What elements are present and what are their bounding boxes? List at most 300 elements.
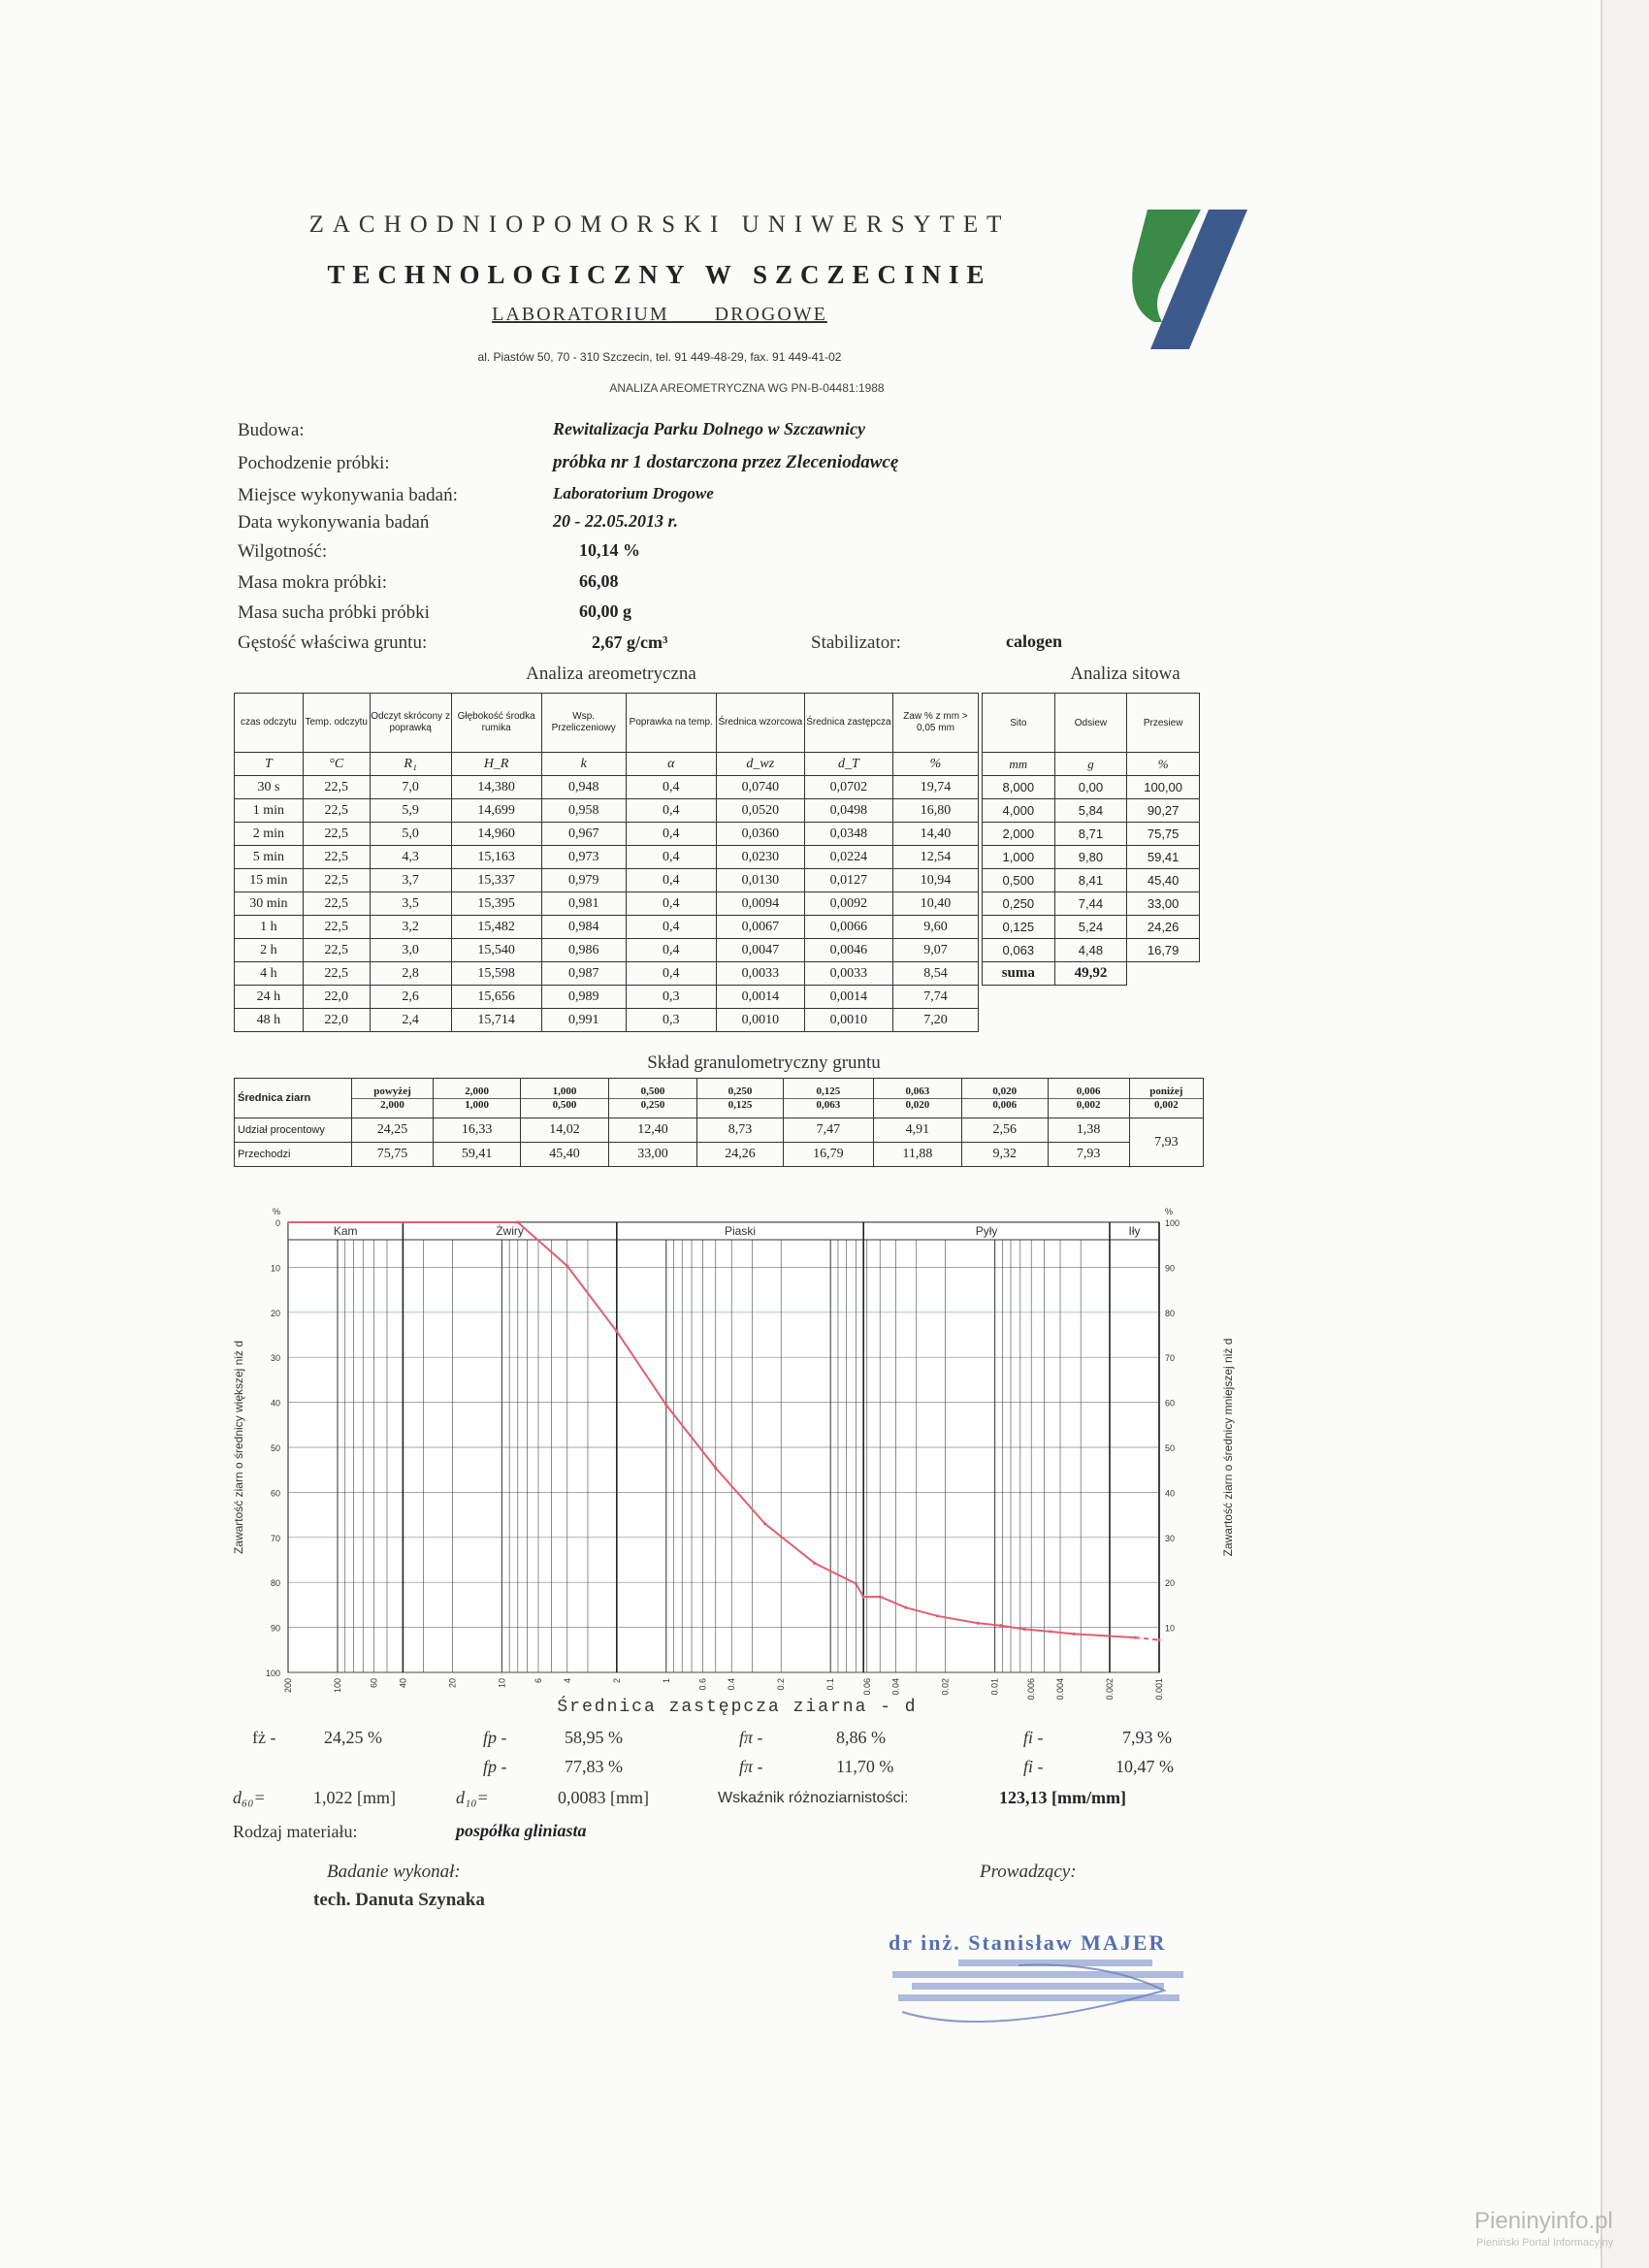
granulometry-share-cell: 2,56 xyxy=(961,1118,1048,1143)
areometric-cell: 0,0047 xyxy=(716,939,804,962)
sieve-cell: 4,000 xyxy=(983,799,1055,823)
executed-by-label: Badanie wykonał: xyxy=(327,1862,461,1882)
areometric-cell: 0,0230 xyxy=(716,846,804,869)
areometric-unit-cell: °C xyxy=(303,753,370,776)
areometric-header-cell: Średnica wzorcowa xyxy=(716,694,804,753)
areometric-cell: 0,4 xyxy=(626,823,716,846)
areometric-cell: 0,0348 xyxy=(804,823,892,846)
areometric-cell: 0,4 xyxy=(626,939,716,962)
wilgotnosc-label: Wilgotność: xyxy=(238,541,328,562)
y-axis-label-right: Zawartość ziarn o średnicy mniejszej niż d xyxy=(1221,1338,1235,1557)
granulometry-share-cell: 7,47 xyxy=(783,1118,873,1143)
areometric-unit-cell: % xyxy=(892,753,978,776)
fi2-value: 10,47 % xyxy=(1116,1757,1174,1776)
range-lower: 0,063 xyxy=(784,1098,873,1112)
sieve-sum-empty xyxy=(1127,962,1200,986)
d10-label: d₁₀= xyxy=(456,1788,489,1807)
areometric-cell: 0,987 xyxy=(541,962,626,986)
stabilizator-value: calogen xyxy=(1006,632,1062,651)
areometric-cell: 15,714 xyxy=(451,1009,541,1032)
zone-label: Piaski xyxy=(724,1224,757,1238)
x-tick-label: 0.01 xyxy=(989,1678,1000,1696)
pochodzenie-value: próbka nr 1 dostarczona przez Zleceniodawcę xyxy=(553,452,899,472)
areometric-cell: 15,540 xyxy=(451,939,541,962)
sieve-row xyxy=(983,869,1200,892)
executed-by-name: tech. Danuta Szynaka xyxy=(313,1890,485,1910)
sieve-row xyxy=(983,916,1200,939)
areometric-cell: 1 h xyxy=(235,916,304,939)
data-point xyxy=(904,1606,907,1609)
data-point xyxy=(1073,1633,1076,1636)
sieve-cell: 7,44 xyxy=(1054,892,1127,916)
sieve-sum-label: suma xyxy=(983,962,1055,986)
granulometry-range-cell xyxy=(696,1079,783,1118)
areometric-cell: 16,80 xyxy=(892,799,978,823)
sieve-cell: 75,75 xyxy=(1127,823,1200,846)
range-lower: 0,250 xyxy=(609,1098,696,1112)
data-point xyxy=(1049,1630,1051,1633)
sieve-table xyxy=(982,693,1200,986)
stabilizator-label: Stabilizator: xyxy=(811,632,901,653)
left-tick-label: 10 xyxy=(270,1263,280,1274)
right-tick-label: 70 xyxy=(1165,1353,1176,1364)
left-tick-label: 30 xyxy=(270,1353,280,1364)
right-tick-label: 20 xyxy=(1165,1578,1176,1589)
fp1-value: 58,95 % xyxy=(565,1728,623,1747)
areometric-cell: 0,4 xyxy=(626,916,716,939)
fpi1-label: fπ - xyxy=(739,1728,763,1747)
range-lower: 0,006 xyxy=(962,1098,1048,1112)
range-upper: powyżej xyxy=(373,1085,411,1097)
fp1-label: fp - xyxy=(483,1728,507,1747)
data-point xyxy=(1023,1628,1026,1631)
x-tick-label: 0.6 xyxy=(697,1678,708,1691)
sieve-cell: 59,41 xyxy=(1127,846,1200,869)
areometric-cell: 3,7 xyxy=(370,869,451,892)
sieve-cell: 5,84 xyxy=(1054,799,1127,823)
areometric-cell: 22,5 xyxy=(303,869,370,892)
data-point xyxy=(879,1595,882,1598)
range-upper: 1,000 xyxy=(552,1085,577,1097)
areometric-cell: 22,0 xyxy=(303,986,370,1009)
left-tick-label: 70 xyxy=(270,1533,280,1543)
granulometry-pass-cell: 16,79 xyxy=(783,1143,873,1167)
granulometry-share-cell: 14,02 xyxy=(521,1118,609,1143)
zone-label: Żwiry xyxy=(496,1224,524,1238)
areometric-unit-cell: T xyxy=(235,753,304,776)
range-lower: 0,125 xyxy=(697,1098,783,1112)
areometric-cell: 0,3 xyxy=(626,986,716,1009)
areometric-cell: 14,380 xyxy=(451,776,541,799)
masa-sucha-value: 60,00 g xyxy=(579,601,631,621)
data-point xyxy=(936,1614,939,1617)
range-upper: 0,020 xyxy=(992,1085,1018,1097)
sieve-header-row xyxy=(983,694,1200,753)
masa-mokra-label: Masa mokra próbki: xyxy=(238,572,388,593)
granulometry-row-label: Średnica ziarn xyxy=(235,1079,352,1118)
areometric-cell: 7,74 xyxy=(892,986,978,1009)
gestosc-value: 2,67 g/cm³ xyxy=(592,632,668,652)
zone-label: Kam xyxy=(333,1224,358,1238)
areometric-row xyxy=(235,799,979,823)
areometric-cell: 0,0010 xyxy=(804,1009,892,1032)
granulometry-range-row xyxy=(235,1079,1204,1118)
granulometry-range-cell xyxy=(1129,1079,1203,1118)
fi1-label: fi - xyxy=(1023,1728,1044,1747)
x-tick-label: 60 xyxy=(369,1678,379,1689)
left-tick-label: 50 xyxy=(270,1443,280,1453)
x-tick-label: 6 xyxy=(533,1678,543,1684)
data-point xyxy=(516,1220,519,1223)
y-axis-label-left: Zawartość ziarn o średnicy większej niż d xyxy=(232,1340,245,1555)
areometric-cell: 14,699 xyxy=(451,799,541,823)
granulometry-pass-cell: 75,75 xyxy=(351,1143,433,1167)
areometric-cell: 0,0498 xyxy=(804,799,892,823)
areometric-cell: 0,4 xyxy=(626,776,716,799)
right-tick-label: 10 xyxy=(1165,1623,1176,1634)
areometric-row xyxy=(235,1009,979,1032)
d60-label: d₆₀= xyxy=(233,1788,266,1807)
masa-mokra-value: 66,08 xyxy=(579,571,619,591)
range-lower: 2,000 xyxy=(352,1098,433,1112)
range-lower: 0,002 xyxy=(1049,1098,1129,1112)
areometric-cell: 5,9 xyxy=(370,799,451,823)
masa-sucha-label: Masa sucha próbki próbki xyxy=(238,602,430,623)
d10-value: 0,0083 [mm] xyxy=(558,1788,649,1807)
areometric-cell: 2 h xyxy=(235,939,304,962)
sieve-sum-row xyxy=(983,962,1200,986)
right-tick-label: 90 xyxy=(1165,1263,1176,1274)
granulometry-pass-cell: 7,93 xyxy=(1048,1143,1129,1167)
x-tick-label: 0.4 xyxy=(727,1678,737,1691)
range-upper: 0,006 xyxy=(1076,1085,1101,1097)
granulometry-share-row xyxy=(235,1118,1204,1143)
areometric-row xyxy=(235,869,979,892)
sieve-header-cell: Sito xyxy=(983,694,1055,753)
areometric-cell: 7,0 xyxy=(370,776,451,799)
x-tick-label: 0.1 xyxy=(825,1678,836,1691)
range-lower: 0,020 xyxy=(874,1098,961,1112)
areometric-units-row xyxy=(235,753,979,776)
areometric-cell: 0,4 xyxy=(626,799,716,823)
granulometry-title: Skład granulometryczny gruntu xyxy=(647,1053,881,1073)
areometric-cell: 14,40 xyxy=(892,823,978,846)
granulometry-range-cell xyxy=(521,1079,609,1118)
areometric-row xyxy=(235,986,979,1009)
x-tick-label: 0.001 xyxy=(1154,1678,1164,1701)
granulometry-range-cell xyxy=(961,1079,1048,1118)
areometric-cell: 2,6 xyxy=(370,986,451,1009)
x-tick-label: 1 xyxy=(661,1678,671,1684)
areometric-cell: 24 h xyxy=(235,986,304,1009)
areometric-cell: 0,0127 xyxy=(804,869,892,892)
fp2-value: 77,83 % xyxy=(565,1757,623,1776)
sieve-cell: 90,27 xyxy=(1127,799,1200,823)
granulometry-range-cell xyxy=(351,1079,433,1118)
right-tick-label: 100 xyxy=(1165,1218,1180,1228)
zone-label: Pyły xyxy=(975,1224,998,1238)
x-tick-label: 200 xyxy=(283,1678,293,1694)
supervisor-label: Prowadzący: xyxy=(980,1862,1077,1882)
watermark-site: Pieninyinfo.pl xyxy=(1474,2208,1613,2234)
areometric-row xyxy=(235,846,979,869)
granulometry-row-label: Udział procentowy xyxy=(235,1118,352,1143)
data-label: Data wykonywania badań xyxy=(238,512,430,533)
granulometry-share-cell: 12,40 xyxy=(609,1118,697,1143)
areometric-cell: 30 s xyxy=(235,776,304,799)
areometric-cell: 22,5 xyxy=(303,823,370,846)
sieve-cell: 8,000 xyxy=(983,776,1055,799)
areometric-cell: 22,5 xyxy=(303,846,370,869)
x-axis-label: Średnica zastępcza ziarna - d xyxy=(557,1698,918,1717)
range-upper: 0,063 xyxy=(905,1085,930,1097)
areometric-cell: 3,5 xyxy=(370,892,451,916)
areometric-cell: 0,948 xyxy=(541,776,626,799)
granulometry-share-cell: 4,91 xyxy=(873,1118,961,1143)
sieve-cell: 0,125 xyxy=(983,916,1055,939)
areometric-cell: 0,3 xyxy=(626,1009,716,1032)
granulometry-range-cell xyxy=(873,1079,961,1118)
sieve-header-cell: Odsiew xyxy=(1054,694,1127,753)
areometric-cell: 0,0094 xyxy=(716,892,804,916)
areometric-cell: 0,0520 xyxy=(716,799,804,823)
x-tick-label: 100 xyxy=(332,1678,342,1694)
areometric-cell: 0,0130 xyxy=(716,869,804,892)
granulometry-pass-cell: 9,32 xyxy=(961,1143,1048,1167)
university-name-line2: TECHNOLOGICZNY W SZCZECINIE xyxy=(327,260,992,289)
areometric-title: Analiza areometryczna xyxy=(526,664,696,684)
university-logo xyxy=(1094,208,1249,349)
stamp-name: dr inż. Stanisław MAJER xyxy=(889,1930,1167,1955)
address-line: al. Piastów 50, 70 - 310 Szczecin, tel. 91 449-48-29, fax. 91 449-41-02 xyxy=(477,350,842,364)
x-tick-label: 2 xyxy=(611,1678,622,1684)
areometric-cell: 1 min xyxy=(235,799,304,823)
range-upper: 0,250 xyxy=(728,1085,753,1097)
x-tick-label: 0.006 xyxy=(1026,1678,1037,1701)
granulometry-pass-cell: 33,00 xyxy=(609,1143,697,1167)
sieve-cell: 4,48 xyxy=(1054,939,1127,962)
fi2-label: fi - xyxy=(1023,1757,1044,1776)
right-tick-label: 80 xyxy=(1165,1308,1176,1318)
x-tick-label: 0.2 xyxy=(776,1678,787,1691)
areometric-cell: 0,967 xyxy=(541,823,626,846)
areometric-row xyxy=(235,939,979,962)
areometric-cell: 22,5 xyxy=(303,962,370,986)
sieve-row xyxy=(983,892,1200,916)
areometric-cell: 4,3 xyxy=(370,846,451,869)
sieve-cell: 100,00 xyxy=(1127,776,1200,799)
sieve-cell: 2,000 xyxy=(983,823,1055,846)
fpi1-value: 8,86 % xyxy=(836,1728,886,1747)
sieve-title: Analiza sitowa xyxy=(1070,664,1180,684)
areometric-header-cell: Odczyt skrócony z poprawką xyxy=(370,694,451,753)
sieve-cell: 1,000 xyxy=(983,846,1055,869)
areometric-row xyxy=(235,916,979,939)
miejsce-value: Laboratorium Drogowe xyxy=(553,484,714,502)
areometric-header-row xyxy=(235,694,979,753)
x-tick-label: 0.02 xyxy=(940,1678,951,1696)
areometric-cell: 0,989 xyxy=(541,986,626,1009)
areometric-cell: 0,986 xyxy=(541,939,626,962)
data-point xyxy=(664,1404,667,1407)
fz-value: 24,25 % xyxy=(324,1728,382,1747)
data-point xyxy=(566,1265,568,1268)
granulometry-range-cell xyxy=(609,1079,697,1118)
left-tick-label: 60 xyxy=(270,1488,280,1499)
areometric-cell: 22,5 xyxy=(303,892,370,916)
granulometry-pass-cell: 59,41 xyxy=(434,1143,521,1167)
areometric-cell: 0,0046 xyxy=(804,939,892,962)
areometric-cell: 0,0224 xyxy=(804,846,892,869)
granulometry-row-label: Przechodzi xyxy=(235,1143,352,1167)
data-point xyxy=(1134,1636,1137,1638)
data-point xyxy=(976,1622,979,1625)
sieve-cell: 16,79 xyxy=(1127,939,1200,962)
areometric-cell: 22,0 xyxy=(303,1009,370,1032)
areometric-cell: 19,74 xyxy=(892,776,978,799)
areometric-unit-cell: R₁ xyxy=(370,753,451,776)
areometric-cell: 3,0 xyxy=(370,939,451,962)
data-value: 20 - 22.05.2013 r. xyxy=(553,511,679,531)
areometric-cell: 9,07 xyxy=(892,939,978,962)
areometric-cell: 0,0067 xyxy=(716,916,804,939)
granulometry-pass-cell: 11,88 xyxy=(873,1143,961,1167)
areometric-cell: 0,991 xyxy=(541,1009,626,1032)
areometric-header-cell: Poprawka na temp. xyxy=(626,694,716,753)
areometric-table xyxy=(234,693,979,1032)
left-tick-label: 0 xyxy=(275,1218,280,1228)
right-tick-label: 40 xyxy=(1165,1488,1176,1499)
areometric-cell: 0,979 xyxy=(541,869,626,892)
areometric-unit-cell: d_T xyxy=(804,753,892,776)
areometric-cell: 0,4 xyxy=(626,892,716,916)
x-tick-label: 20 xyxy=(447,1678,458,1689)
watermark-tagline: Pieniński Portal Informacyjny xyxy=(1476,2237,1614,2249)
right-tick-label: 60 xyxy=(1165,1398,1176,1409)
left-unit-percent: % xyxy=(273,1207,281,1216)
areometric-cell: 5,0 xyxy=(370,823,451,846)
areometric-cell: 15 min xyxy=(235,869,304,892)
range-lower: 1,000 xyxy=(434,1098,520,1112)
zone-label: Iły xyxy=(1128,1224,1141,1238)
x-tick-label: 10 xyxy=(497,1678,507,1689)
sieve-header-cell: Przesiew xyxy=(1127,694,1200,753)
university-name-line1: ZACHODNIOPOMORSKI UNIWERSYTET xyxy=(308,211,1011,238)
areometric-unit-cell: k xyxy=(541,753,626,776)
left-tick-label: 90 xyxy=(270,1623,280,1634)
areometric-header-cell: Wsp. Przeliczeniowy xyxy=(541,694,626,753)
fp2-label: fp - xyxy=(483,1757,507,1776)
data-point xyxy=(763,1522,766,1525)
areometric-cell: 0,4 xyxy=(626,846,716,869)
official-stamp xyxy=(873,1923,1193,2029)
sieve-cell: 0,00 xyxy=(1054,776,1127,799)
areometric-cell: 30 min xyxy=(235,892,304,916)
budowa-value: Rewitalizacja Parku Dolnego w Szczawnicy xyxy=(553,419,866,438)
data-point xyxy=(855,1582,857,1585)
sieve-row xyxy=(983,846,1200,869)
data-point xyxy=(1157,1638,1160,1641)
areometric-cell: 0,0010 xyxy=(716,1009,804,1032)
sieve-units-row xyxy=(983,753,1200,776)
areometric-cell: 0,958 xyxy=(541,799,626,823)
areometric-cell: 7,20 xyxy=(892,1009,978,1032)
data-point xyxy=(714,1467,717,1470)
range-upper: 0,500 xyxy=(640,1085,665,1097)
sieve-cell: 45,40 xyxy=(1127,869,1200,892)
areometric-header-cell: Głębokość środka rumika xyxy=(451,694,541,753)
data-point xyxy=(813,1562,816,1565)
sieve-cell: 8,41 xyxy=(1054,869,1127,892)
fi1-value: 7,93 % xyxy=(1122,1728,1172,1747)
fz-label: fż - xyxy=(252,1728,276,1747)
granulometry-range-cell xyxy=(1048,1079,1129,1118)
sieve-cell: 5,24 xyxy=(1054,916,1127,939)
areometric-unit-cell: α xyxy=(626,753,716,776)
granulometry-range-cell xyxy=(434,1079,521,1118)
areometric-unit-cell: H_R xyxy=(451,753,541,776)
x-tick-label: 0.06 xyxy=(861,1678,872,1696)
range-upper: 2,000 xyxy=(465,1085,489,1097)
miejsce-label: Miejsce wykonywania badań: xyxy=(238,485,458,505)
areometric-row xyxy=(235,962,979,986)
areometric-cell: 14,960 xyxy=(451,823,541,846)
grain-size-chart xyxy=(0,1203,1339,1746)
areometric-cell: 0,0033 xyxy=(716,962,804,986)
granulometry-share-cell: 8,73 xyxy=(696,1118,783,1143)
sieve-row xyxy=(983,823,1200,846)
areometric-cell: 0,0033 xyxy=(804,962,892,986)
areometric-cell: 8,54 xyxy=(892,962,978,986)
sieve-cell: 9,80 xyxy=(1054,846,1127,869)
granulometry-share-cell: 1,38 xyxy=(1048,1118,1129,1143)
x-tick-label: 4 xyxy=(562,1678,572,1684)
wsk-value: 123,13 [mm/mm] xyxy=(999,1788,1126,1807)
sieve-sum-value: 49,92 xyxy=(1054,962,1127,986)
sieve-cell: 0,250 xyxy=(983,892,1055,916)
areometric-cell: 0,0740 xyxy=(716,776,804,799)
sieve-unit-cell: mm xyxy=(983,753,1055,776)
x-tick-label: 0.004 xyxy=(1055,1678,1066,1701)
standard-line: ANALIZA AREOMETRYCZNA WG PN-B-04481:1988 xyxy=(609,381,885,395)
sieve-unit-cell: g xyxy=(1054,753,1127,776)
areometric-cell: 15,163 xyxy=(451,846,541,869)
rodzaj-label: Rodzaj materiału: xyxy=(233,1822,358,1841)
sieve-cell: 8,71 xyxy=(1054,823,1127,846)
areometric-cell: 3,2 xyxy=(370,916,451,939)
areometric-cell: 0,4 xyxy=(626,962,716,986)
granulometry-share-cell: 16,33 xyxy=(434,1118,521,1143)
areometric-cell: 10,40 xyxy=(892,892,978,916)
areometric-cell: 22,5 xyxy=(303,799,370,823)
areometric-cell: 0,0092 xyxy=(804,892,892,916)
granulometry-share-cell: 24,25 xyxy=(351,1118,433,1143)
areometric-cell: 15,598 xyxy=(451,962,541,986)
areometric-cell: 0,0066 xyxy=(804,916,892,939)
granulometry-table xyxy=(234,1078,1204,1167)
wilgotnosc-value: 10,14 % xyxy=(579,540,640,560)
granulometry-share-last: 7,93 xyxy=(1129,1118,1203,1167)
right-tick-label: 30 xyxy=(1165,1533,1176,1543)
areometric-row xyxy=(235,776,979,799)
areometric-cell: 0,981 xyxy=(541,892,626,916)
granulometry-pass-cell: 45,40 xyxy=(521,1143,609,1167)
areometric-cell: 15,395 xyxy=(451,892,541,916)
areometric-cell: 0,973 xyxy=(541,846,626,869)
sieve-cell: 0,063 xyxy=(983,939,1055,962)
d60-value: 1,022 [mm] xyxy=(313,1788,396,1807)
granulometry-pass-cell: 24,26 xyxy=(696,1143,783,1167)
